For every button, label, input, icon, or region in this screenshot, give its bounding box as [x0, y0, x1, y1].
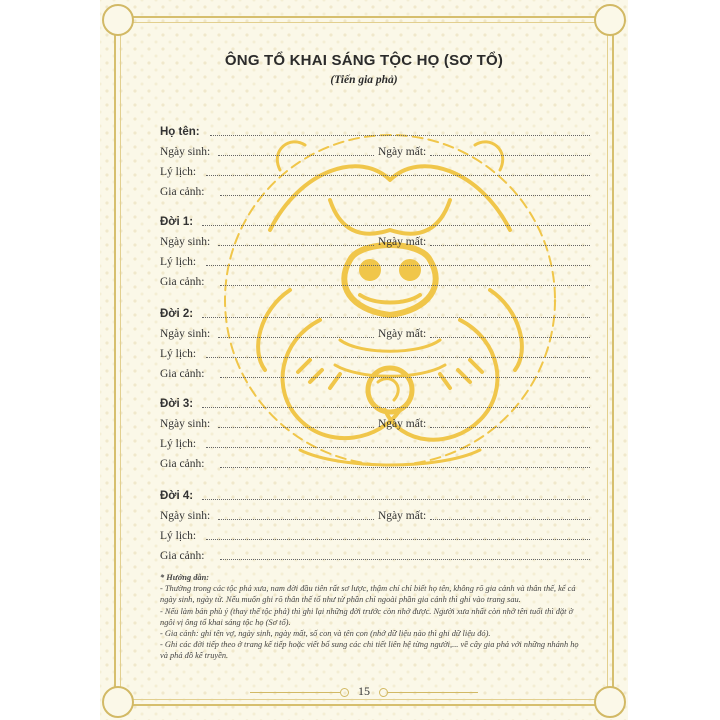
- death-label: Ngày mất: [378, 328, 424, 340]
- page-subtitle: (Tiến gia phả): [330, 74, 398, 86]
- fill-line[interactable]: [220, 194, 590, 196]
- death-fill-line[interactable]: [430, 426, 590, 428]
- footer-ornament-line: [388, 692, 478, 693]
- fill-line[interactable]: [220, 376, 590, 378]
- footer-ornament-dot: [340, 688, 349, 697]
- fill-line[interactable]: [220, 284, 590, 286]
- bio-row: Lý lịch:: [160, 436, 590, 450]
- family-label: Gia cảnh: [160, 550, 202, 562]
- fill-line[interactable]: [206, 446, 590, 448]
- family-label: Gia cảnh: [160, 276, 202, 288]
- section-heading: Đời 4: [160, 490, 190, 502]
- fill-line[interactable]: [202, 406, 590, 408]
- bio-row: Lý lịch:: [160, 254, 590, 268]
- instruction-item: - Ghi các đời tiếp theo ở trang kế tiếp hoặc viết bổ sung các chi tiết liên hệ từng người,... về cây gia phả với những nhánh họ và phả đồ kế truyền.: [160, 640, 579, 661]
- corner-ornament: [594, 4, 626, 36]
- death-label: Ngày mất: [378, 146, 424, 158]
- corner-ornament: [102, 686, 134, 718]
- death-fill-line[interactable]: [430, 244, 590, 246]
- family-row: Gia cảnh:: [160, 184, 590, 198]
- fill-line[interactable]: [210, 134, 590, 136]
- bio-label: Lý lịch: [160, 166, 193, 178]
- fill-line[interactable]: [202, 498, 590, 500]
- bio-label: Lý lịch: [160, 256, 193, 268]
- fill-line[interactable]: [206, 264, 590, 266]
- bio-row: Lý lịch:: [160, 164, 590, 178]
- section-heading: Họ tên: [160, 126, 196, 138]
- birth-fill-line[interactable]: [218, 244, 374, 246]
- birth-death-row: Ngày sinh: Ngày mất:: [160, 416, 590, 430]
- fill-line[interactable]: [220, 558, 590, 560]
- birth-death-row: Ngày sinh: Ngày mất:: [160, 508, 590, 522]
- page-number: 15: [358, 684, 370, 698]
- death-label: Ngày mất: [378, 510, 424, 522]
- section-heading: Đời 3: [160, 398, 190, 410]
- document-page: [100, 0, 628, 720]
- section-heading-row: Đời 4:: [160, 488, 590, 502]
- birth-label: Ngày sinh: [160, 146, 207, 158]
- section-heading-row: Đời 2:: [160, 306, 590, 320]
- birth-death-row: Ngày sinh: Ngày mất:: [160, 234, 590, 248]
- death-fill-line[interactable]: [430, 154, 590, 156]
- bio-row: Lý lịch:: [160, 528, 590, 542]
- birth-fill-line[interactable]: [218, 154, 374, 156]
- family-row: Gia cảnh:: [160, 366, 590, 380]
- section-heading-row: Đời 3:: [160, 396, 590, 410]
- death-fill-line[interactable]: [430, 336, 590, 338]
- bio-label: Lý lịch: [160, 348, 193, 360]
- corner-ornament: [102, 4, 134, 36]
- instruction-item: - Nếu làm bản phù ý (thay thế tộc phả) thì ghi lại những đời trước còn nhớ được. Người xưa nhất còn nhớ tên tuổi thì đặt ở ngôi vị ông tổ khai sáng tộc họ (Sơ tổ).: [160, 606, 574, 627]
- corner-ornament: [594, 686, 626, 718]
- instructions-block: [160, 572, 588, 662]
- birth-label: Ngày sinh: [160, 328, 207, 340]
- fill-line[interactable]: [220, 466, 590, 468]
- birth-label: Ngày sinh: [160, 510, 207, 522]
- section-heading-row: Họ tên:: [160, 124, 590, 138]
- family-row: Gia cảnh:: [160, 548, 590, 562]
- instructions-heading: * Hướng dẫn:: [160, 573, 210, 582]
- birth-label: Ngày sinh: [160, 236, 207, 248]
- fill-line[interactable]: [206, 174, 590, 176]
- footer-ornament-dot: [379, 688, 388, 697]
- birth-fill-line[interactable]: [218, 336, 374, 338]
- family-row: Gia cảnh:: [160, 274, 590, 288]
- section-heading-row: Đời 1:: [160, 214, 590, 228]
- fill-line[interactable]: [206, 356, 590, 358]
- instruction-item: - Thường trong các tộc phả xưa, nam đời đầu tiên rất sơ lược, thậm chí chỉ biết họ tên, không rõ gia cảnh và thân thế, kể cả ngày sinh, ngày tử. Nếu muốn ghi rõ thân thế tổ như tử phần chỉ ngoài phần gia cảnh thì ghi vào trang sau.: [160, 584, 576, 605]
- bio-row: Lý lịch:: [160, 346, 590, 360]
- birth-fill-line[interactable]: [218, 426, 374, 428]
- birth-death-row: Ngày sinh: Ngày mất:: [160, 144, 590, 158]
- birth-fill-line[interactable]: [218, 518, 374, 520]
- family-label: Gia cảnh: [160, 186, 202, 198]
- death-label: Ngày mất: [378, 236, 424, 248]
- page-title: ÔNG TỔ KHAI SÁNG TỘC HỌ (SƠ TỔ): [224, 52, 504, 69]
- family-label: Gia cảnh: [160, 368, 202, 380]
- family-row: Gia cảnh:: [160, 456, 590, 470]
- birth-label: Ngày sinh: [160, 418, 207, 430]
- fill-line[interactable]: [202, 224, 590, 226]
- bio-label: Lý lịch: [160, 438, 193, 450]
- death-fill-line[interactable]: [430, 518, 590, 520]
- family-label: Gia cảnh: [160, 458, 202, 470]
- death-label: Ngày mất: [378, 418, 424, 430]
- fill-line[interactable]: [202, 316, 590, 318]
- footer-ornament-line: [250, 692, 340, 693]
- birth-death-row: Ngày sinh: Ngày mất:: [160, 326, 590, 340]
- fill-line[interactable]: [206, 538, 590, 540]
- section-heading: Đời 2: [160, 308, 190, 320]
- instruction-item: - Gia cảnh: ghi tên vợ, ngày sinh, ngày mất, số con và tên con (nhớ dữ liệu nào thì ghi dữ liệu đó).: [160, 629, 491, 639]
- bio-label: Lý lịch: [160, 530, 193, 542]
- section-heading: Đời 1: [160, 216, 190, 228]
